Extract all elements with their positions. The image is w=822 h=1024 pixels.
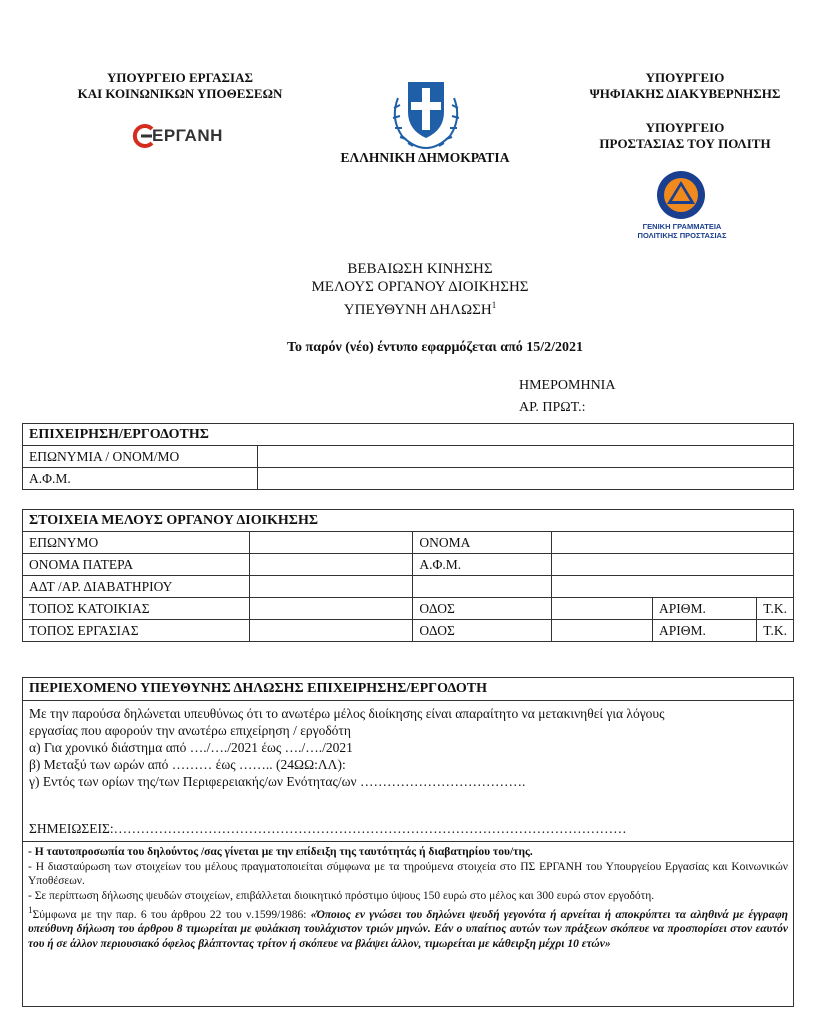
right-ministry-digital — [560, 70, 810, 102]
member-afm-field[interactable] — [551, 554, 793, 576]
right-ministry1-line1: ΥΠΟΥΡΓΕΙΟ — [645, 70, 725, 85]
member-id-field[interactable] — [250, 576, 413, 598]
declaration-para-line1: Με την παρούσα δηλώνεται υπευθύνως ότι το ανωτέρω μέλος διοίκησης είναι απαραίτητο να μετακινηθεί για λόγους — [29, 706, 665, 721]
coat-of-arms-icon — [384, 68, 468, 152]
footnote-quote-text: «Όποιος εν γνώσει του δηλώνει ψευδή γεγονότα ή αρνείται ή αποκρύπτει τα αληθινά με έγγραφη υπεύθυνη δήλωση του άρθρου 8 τιμωρείται με φυλάκιση τουλάχιστον τριών μηνών. Εάν ο υπαίτιος αυτών των πράξεων σκόπευε να προσπορίσει στον εαυτόν του ή σε άλλον περιουσιακό όφελος βλάπτοντας τρίτον ή σκόπευε να βλάψει άλλον, τιμωρείται με κάθειρξη μέχρι 10 ετών» — [28, 908, 788, 950]
residence-street-field[interactable] — [551, 598, 652, 620]
title-line2: ΜΕΛΟΥΣ ΟΡΓΑΝΟΥ ΔΙΟΙΚΗΣΗΣ — [311, 279, 529, 295]
civil-protection-logo — [646, 170, 716, 220]
work-street-label: ΟΔΟΣ — [413, 620, 551, 642]
member-father-field[interactable] — [250, 554, 413, 576]
residence-field[interactable] — [250, 598, 413, 620]
member-father-label: ΟΝΟΜΑ ΠΑΤΕΡΑ — [23, 554, 250, 576]
protocol-label: ΑΡ. ΠΡΩΤ.: — [519, 400, 586, 415]
civil-protection-line1: ΓΕΝΙΚΗ ΓΡΑΜΜΑΤΕΙΑ — [642, 222, 722, 231]
effective-note: Το παρόν (νέο) έντυπο εφαρμόζεται από 15/2/2021 — [286, 340, 584, 355]
declaration-item-a[interactable]: α) Για χρονικό διάστημα από …./…./2021 έως …./…./2021 — [29, 740, 353, 755]
ergani-logo — [130, 123, 230, 149]
left-ministry-line2: ΚΑΙ ΚΟΙΝΩΝΙΚΩΝ ΥΠΟΘΕΣΕΩΝ — [77, 86, 283, 101]
employer-heading: ΕΠΙΧΕΙΡΗΣΗ/ΕΡΓΟΔΟΤΗΣ — [23, 424, 794, 446]
work-field[interactable] — [250, 620, 413, 642]
member-heading: ΣΤΟΙΧΕΙΑ ΜΕΛΟΥΣ ΟΡΓΑΝΟΥ ΔΙΟΙΚΗΣΗΣ — [23, 510, 794, 532]
employer-table — [22, 423, 794, 490]
declaration-content — [23, 701, 793, 841]
title-line3 — [250, 296, 590, 319]
residence-label: ΤΟΠΟΣ ΚΑΤΟΙΚΙΑΣ — [23, 598, 250, 620]
note-legal-footnote — [28, 903, 788, 951]
employer-name-label: ΕΠΩΝΥΜΙΑ / ΟΝΟΜ/ΜΟ — [23, 446, 258, 468]
right-ministry2-line1: ΥΠΟΥΡΓΕΙΟ — [645, 120, 725, 135]
employer-afm-field[interactable] — [258, 468, 794, 490]
civil-protection-emblem-icon — [646, 170, 716, 220]
member-afm-label: Α.Φ.Μ. — [413, 554, 551, 576]
work-postcode-label: Τ.Κ. — [757, 620, 794, 642]
declaration-heading: ΠΕΡΙΕΧΟΜΕΝΟ ΥΠΕΥΘΥΝΗΣ ΔΗΛΩΣΗΣ ΕΠΙΧΕΙΡΗΣΗΣ/ΕΡΓΟΔΟΤΗ — [23, 678, 793, 701]
declaration-remarks[interactable]: ΣΗΜΕΙΩΣΕΙΣ:…………………………………………………………………………………………………… — [29, 821, 627, 836]
employer-afm-label: Α.Φ.Μ. — [23, 468, 258, 490]
residence-street-label: ΟΔΟΣ — [413, 598, 551, 620]
member-surname-label: ΕΠΩΝΥΜΟ — [23, 532, 250, 554]
right-ministry1-line2: ΨΗΦΙΑΚΗΣ ΔΙΑΚΥΒΕΡΝΗΣΗΣ — [589, 86, 781, 101]
note-identity: - Η ταυτοπροσωπία του δηλούντος /σας γίνεται με την επίδειξη της ταυτότητάς ή διαβατηρίου του/της. — [28, 846, 533, 858]
greek-emblem — [384, 68, 468, 152]
work-label: ΤΟΠΟΣ ΕΡΓΑΣΙΑΣ — [23, 620, 250, 642]
footnote-number: 1 — [28, 905, 33, 915]
member-id-label: ΑΔΤ /ΑΡ. ΔΙΑΒΑΤΗΡΙΟΥ — [23, 576, 250, 598]
title-line1: ΒΕΒΑΙΩΣΗ ΚΙΝΗΣΗΣ — [347, 261, 493, 277]
left-ministry-line1: ΥΠΟΥΡΓΕΙΟ ΕΡΓΑΣΙΑΣ — [107, 70, 253, 85]
title-footnote-mark: 1 — [491, 300, 497, 310]
left-ministry — [60, 70, 300, 102]
declaration-para-line2: εργασίας που αφορούν την ανωτέρω επιχείρηση / εργοδότη — [29, 723, 351, 738]
declaration-spacer — [29, 790, 787, 820]
ergani-logo-text: ΕΡΓΑΝΗ — [152, 126, 223, 145]
date-label: ΗΜΕΡΟΜΗΝΙΑ — [519, 378, 616, 393]
document-title — [250, 260, 590, 319]
footnote-plain-text: Σύμφωνα με την παρ. 6 του άρθρου 22 του ν.1599/1986: — [32, 908, 311, 921]
civil-protection-line2: ΠΟΛΙΤΙΚΗΣ ΠΡΟΣΤΑΣΙΑΣ — [637, 231, 727, 240]
member-table — [22, 509, 794, 642]
member-name-label: ΟΝΟΜΑ — [413, 532, 551, 554]
employer-name-field[interactable] — [258, 446, 794, 468]
member-surname-field[interactable] — [250, 532, 413, 554]
note-penalty: - Σε περίπτωση δήλωσης ψευδών στοιχείων, επιβάλλεται διοικητικό πρόστιμο ύψους 150 ευρώ στο μέλος και 300 ευρώ στον εργοδότη. — [28, 889, 655, 902]
residence-postcode-label: Τ.Κ. — [757, 598, 794, 620]
right-ministry-citizen — [560, 120, 810, 152]
right-ministry2-line2: ΠΡΟΣΤΑΣΙΑΣ ΤΟΥ ΠΟΛΙΤΗ — [599, 136, 771, 151]
note-crosscheck: - Η διασταύρωση των στοιχείων του μέλους πραγματοποιείται σύμφωνα με τα τηρούμενα στοιχεία στο ΠΣ ΕΡΓΑΝΗ του Υπουργείου Εργασίας και Κοινωνικών Υποθέσεων. — [28, 860, 788, 887]
title-line3-text: ΥΠΕΥΘΥΝΗ ΔΗΛΩΣΗ — [343, 302, 492, 318]
center-title: ΕΛΛΗΝΙΚΗ ΔΗΜΟΚΡΑΤΙΑ — [340, 150, 510, 165]
declaration-item-b[interactable]: β) Μεταξύ των ωρών από ……… έως …….. (24ΩΩ:ΛΛ): — [29, 757, 346, 772]
member-name-field[interactable] — [551, 532, 793, 554]
member-id-empty-2 — [551, 576, 793, 598]
member-id-empty-1 — [413, 576, 551, 598]
civil-protection-text — [612, 222, 752, 240]
declaration-item-c[interactable]: γ) Εντός των ορίων της/των Περιφερειακής/ων Ενότητας/ων ………………………………. — [29, 774, 526, 789]
work-street-field[interactable] — [551, 620, 652, 642]
notes-section — [23, 841, 793, 954]
declaration-box — [22, 677, 794, 1007]
residence-number-label: ΑΡΙΘΜ. — [653, 598, 757, 620]
work-number-label: ΑΡΙΘΜ. — [653, 620, 757, 642]
